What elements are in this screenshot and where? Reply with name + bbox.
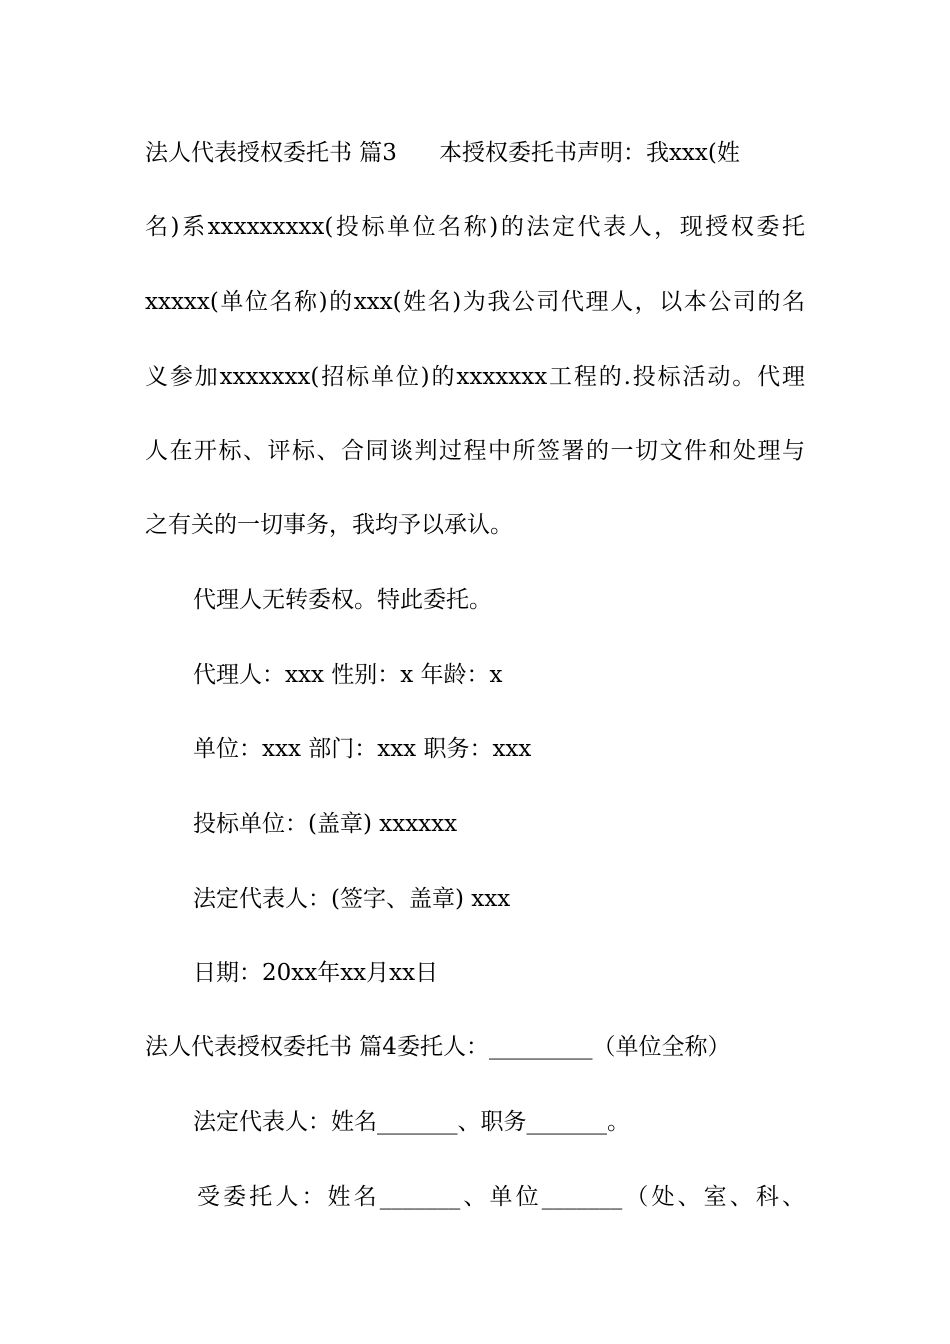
section3-para-line-2: 名)系xxxxxxxxx(投标单位名称)的法定代表人，现授权委托 xyxy=(145,214,805,240)
section3-para-line-3: xxxxx(单位名称)的xxx(姓名)为我公司代理人，以本公司的名 xyxy=(145,289,805,315)
legal-rep-signature: 法定代表人：(签字、盖章) xxx xyxy=(193,886,511,912)
agent-info: 代理人：xxx 性别：x 年龄：x xyxy=(193,662,503,688)
section3-heading: 法人代表授权委托书 篇3 xyxy=(145,140,397,166)
section3-para-line-4: 义参加xxxxxxx(招标单位)的xxxxxxx工程的.投标活动。代理 xyxy=(145,364,805,390)
section4-trustee: 受委托人：姓名_______、单位_______（处、室、科、 xyxy=(197,1184,805,1210)
section3-para-line-1: 本授权委托书声明：我xxx(姓 xyxy=(438,140,740,166)
unit-info: 单位：xxx 部门：xxx 职务：xxx xyxy=(193,736,532,762)
date-line: 日期：20xx年xx月xx日 xyxy=(193,960,439,986)
section4-heading-line: 法人代表授权委托书 篇4委托人：_________（单位全称） xyxy=(145,1034,731,1060)
bidder-seal: 投标单位：(盖章) xxxxxx xyxy=(193,811,458,837)
section3-para-line-6: 之有关的一切事务，我均予以承认。 xyxy=(145,512,513,538)
no-delegation-statement: 代理人无转委权。特此委托。 xyxy=(193,587,492,613)
section3-first-line xyxy=(145,138,805,168)
section4-legal-rep: 法定代表人：姓名_______、职务_______。 xyxy=(193,1109,630,1135)
section3-para-line-5: 人在开标、评标、合同谈判过程中所签署的一切文件和处理与 xyxy=(145,438,805,464)
